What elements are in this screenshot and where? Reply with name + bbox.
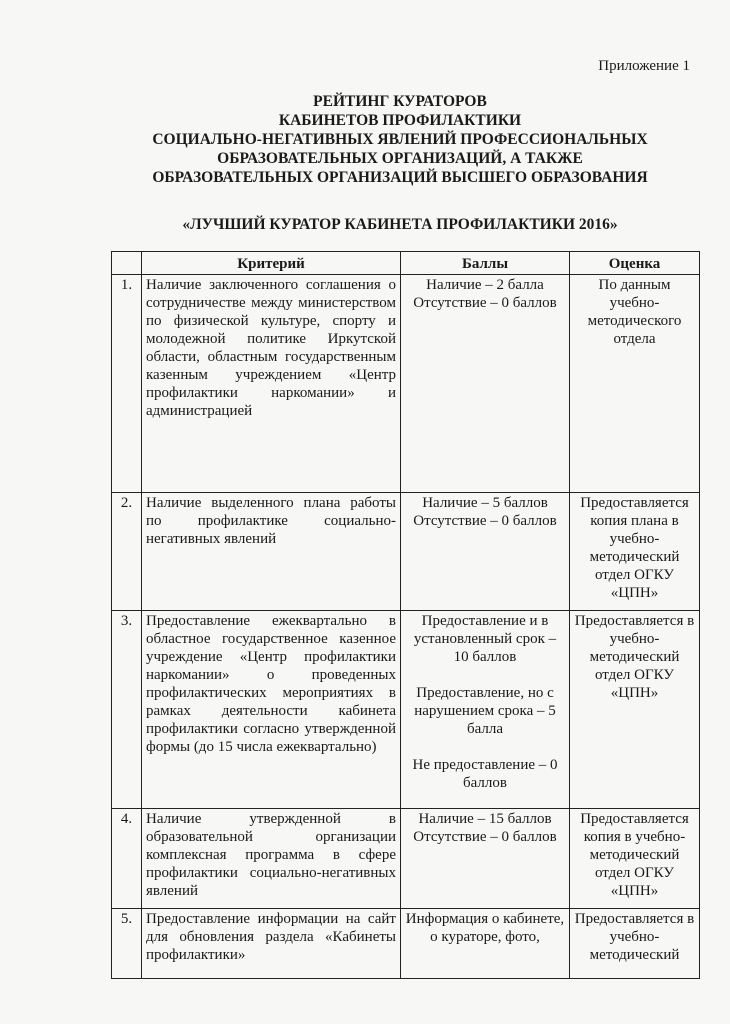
row-number: 5. xyxy=(112,909,142,979)
header-num xyxy=(112,252,142,275)
table-row xyxy=(112,809,700,909)
table-row xyxy=(112,611,700,809)
criteria-table xyxy=(111,251,700,979)
score-cell xyxy=(401,611,570,809)
row-number: 1. xyxy=(112,275,142,493)
score-line: Не предоставление – 0 баллов xyxy=(412,757,558,791)
title-line: ОБРАЗОВАТЕЛЬНЫХ ОРГАНИЗАЦИЙ ВЫСШЕГО ОБРАЗОВАНИЯ xyxy=(152,169,648,186)
score-line: Информация о кабинете, о кураторе, фото, xyxy=(405,911,565,945)
evaluation-cell: Предоставляется в учебно-методический отдел ОГКУ «ЦПН» xyxy=(570,611,700,809)
title-line: СОЦИАЛЬНО-НЕГАТИВНЫХ ЯВЛЕНИЙ ПРОФЕССИОНАЛЬНЫХ xyxy=(152,131,648,148)
score-line: Предоставление и в установленный срок – 10 баллов xyxy=(413,613,557,665)
criterion-cell: Наличие выделенного плана работы по профилактике социально-негативных явлений xyxy=(142,493,401,611)
score-line: Отсутствие – 0 баллов xyxy=(413,295,557,311)
row-number: 4. xyxy=(112,809,142,909)
document-title xyxy=(100,92,700,187)
evaluation-cell: Предоставляется копия плана в учебно-методический отдел ОГКУ «ЦПН» xyxy=(570,493,700,611)
score-line: Наличие – 5 баллов xyxy=(422,495,548,511)
evaluation-cell: Предоставляется в учебно-методический xyxy=(570,909,700,979)
table-row xyxy=(112,493,700,611)
criterion-cell: Предоставление ежеквартально в областное государственное казенное учреждение «Центр профилактики наркомании» о проведенных профилактических мероприятиях в рамках деятельности кабинета профилактики согласно утвержденной формы (до 15 числа ежеквартально) xyxy=(142,611,401,809)
criterion-cell: Наличие заключенного соглашения о сотрудничестве между министерством по физической культуре, спорту и молодежной политике Иркутской области, областным государственным казенным учреждением «Центр профилактики наркомании» и администрацией xyxy=(142,275,401,493)
score-cell xyxy=(401,493,570,611)
title-line: КАБИНЕТОВ ПРОФИЛАКТИКИ xyxy=(278,112,522,129)
evaluation-cell: По данным учебно-методического отдела xyxy=(570,275,700,493)
title-line: ОБРАЗОВАТЕЛЬНЫХ ОРГАНИЗАЦИЙ, А ТАКЖЕ xyxy=(217,150,583,167)
header-criterion: Критерий xyxy=(142,252,401,275)
score-line: Наличие – 2 балла xyxy=(426,277,544,293)
title-line: РЕЙТИНГ КУРАТОРОВ xyxy=(313,93,487,110)
score-cell xyxy=(401,909,570,979)
header-score: Баллы xyxy=(401,252,570,275)
header-evaluation: Оценка xyxy=(570,252,700,275)
row-number: 2. xyxy=(112,493,142,611)
row-number: 3. xyxy=(112,611,142,809)
evaluation-cell: Предоставляется копия в учебно-методический отдел ОГКУ «ЦПН» xyxy=(570,809,700,909)
table-header-row xyxy=(112,252,700,275)
score-line: Предоставление, но с нарушением срока – 5 балла xyxy=(414,685,556,737)
score-line: Отсутствие – 0 баллов xyxy=(413,513,557,529)
criterion-cell: Наличие утвержденной в образовательной организации комплексная программа в сфере профилактики социально-негативных явлений xyxy=(142,809,401,909)
table-row xyxy=(112,909,700,979)
score-cell xyxy=(401,275,570,493)
score-line: Отсутствие – 0 баллов xyxy=(413,829,557,845)
contest-title: «ЛУЧШИЙ КУРАТОР КАБИНЕТА ПРОФИЛАКТИКИ 2016» xyxy=(182,216,618,233)
table-row xyxy=(112,275,700,493)
criterion-cell: Предоставление информации на сайт для обновления раздела «Кабинеты профилактики» xyxy=(142,909,401,979)
appendix-label: Приложение 1 xyxy=(598,58,690,74)
score-cell xyxy=(401,809,570,909)
score-line: Наличие – 15 баллов xyxy=(418,811,552,827)
